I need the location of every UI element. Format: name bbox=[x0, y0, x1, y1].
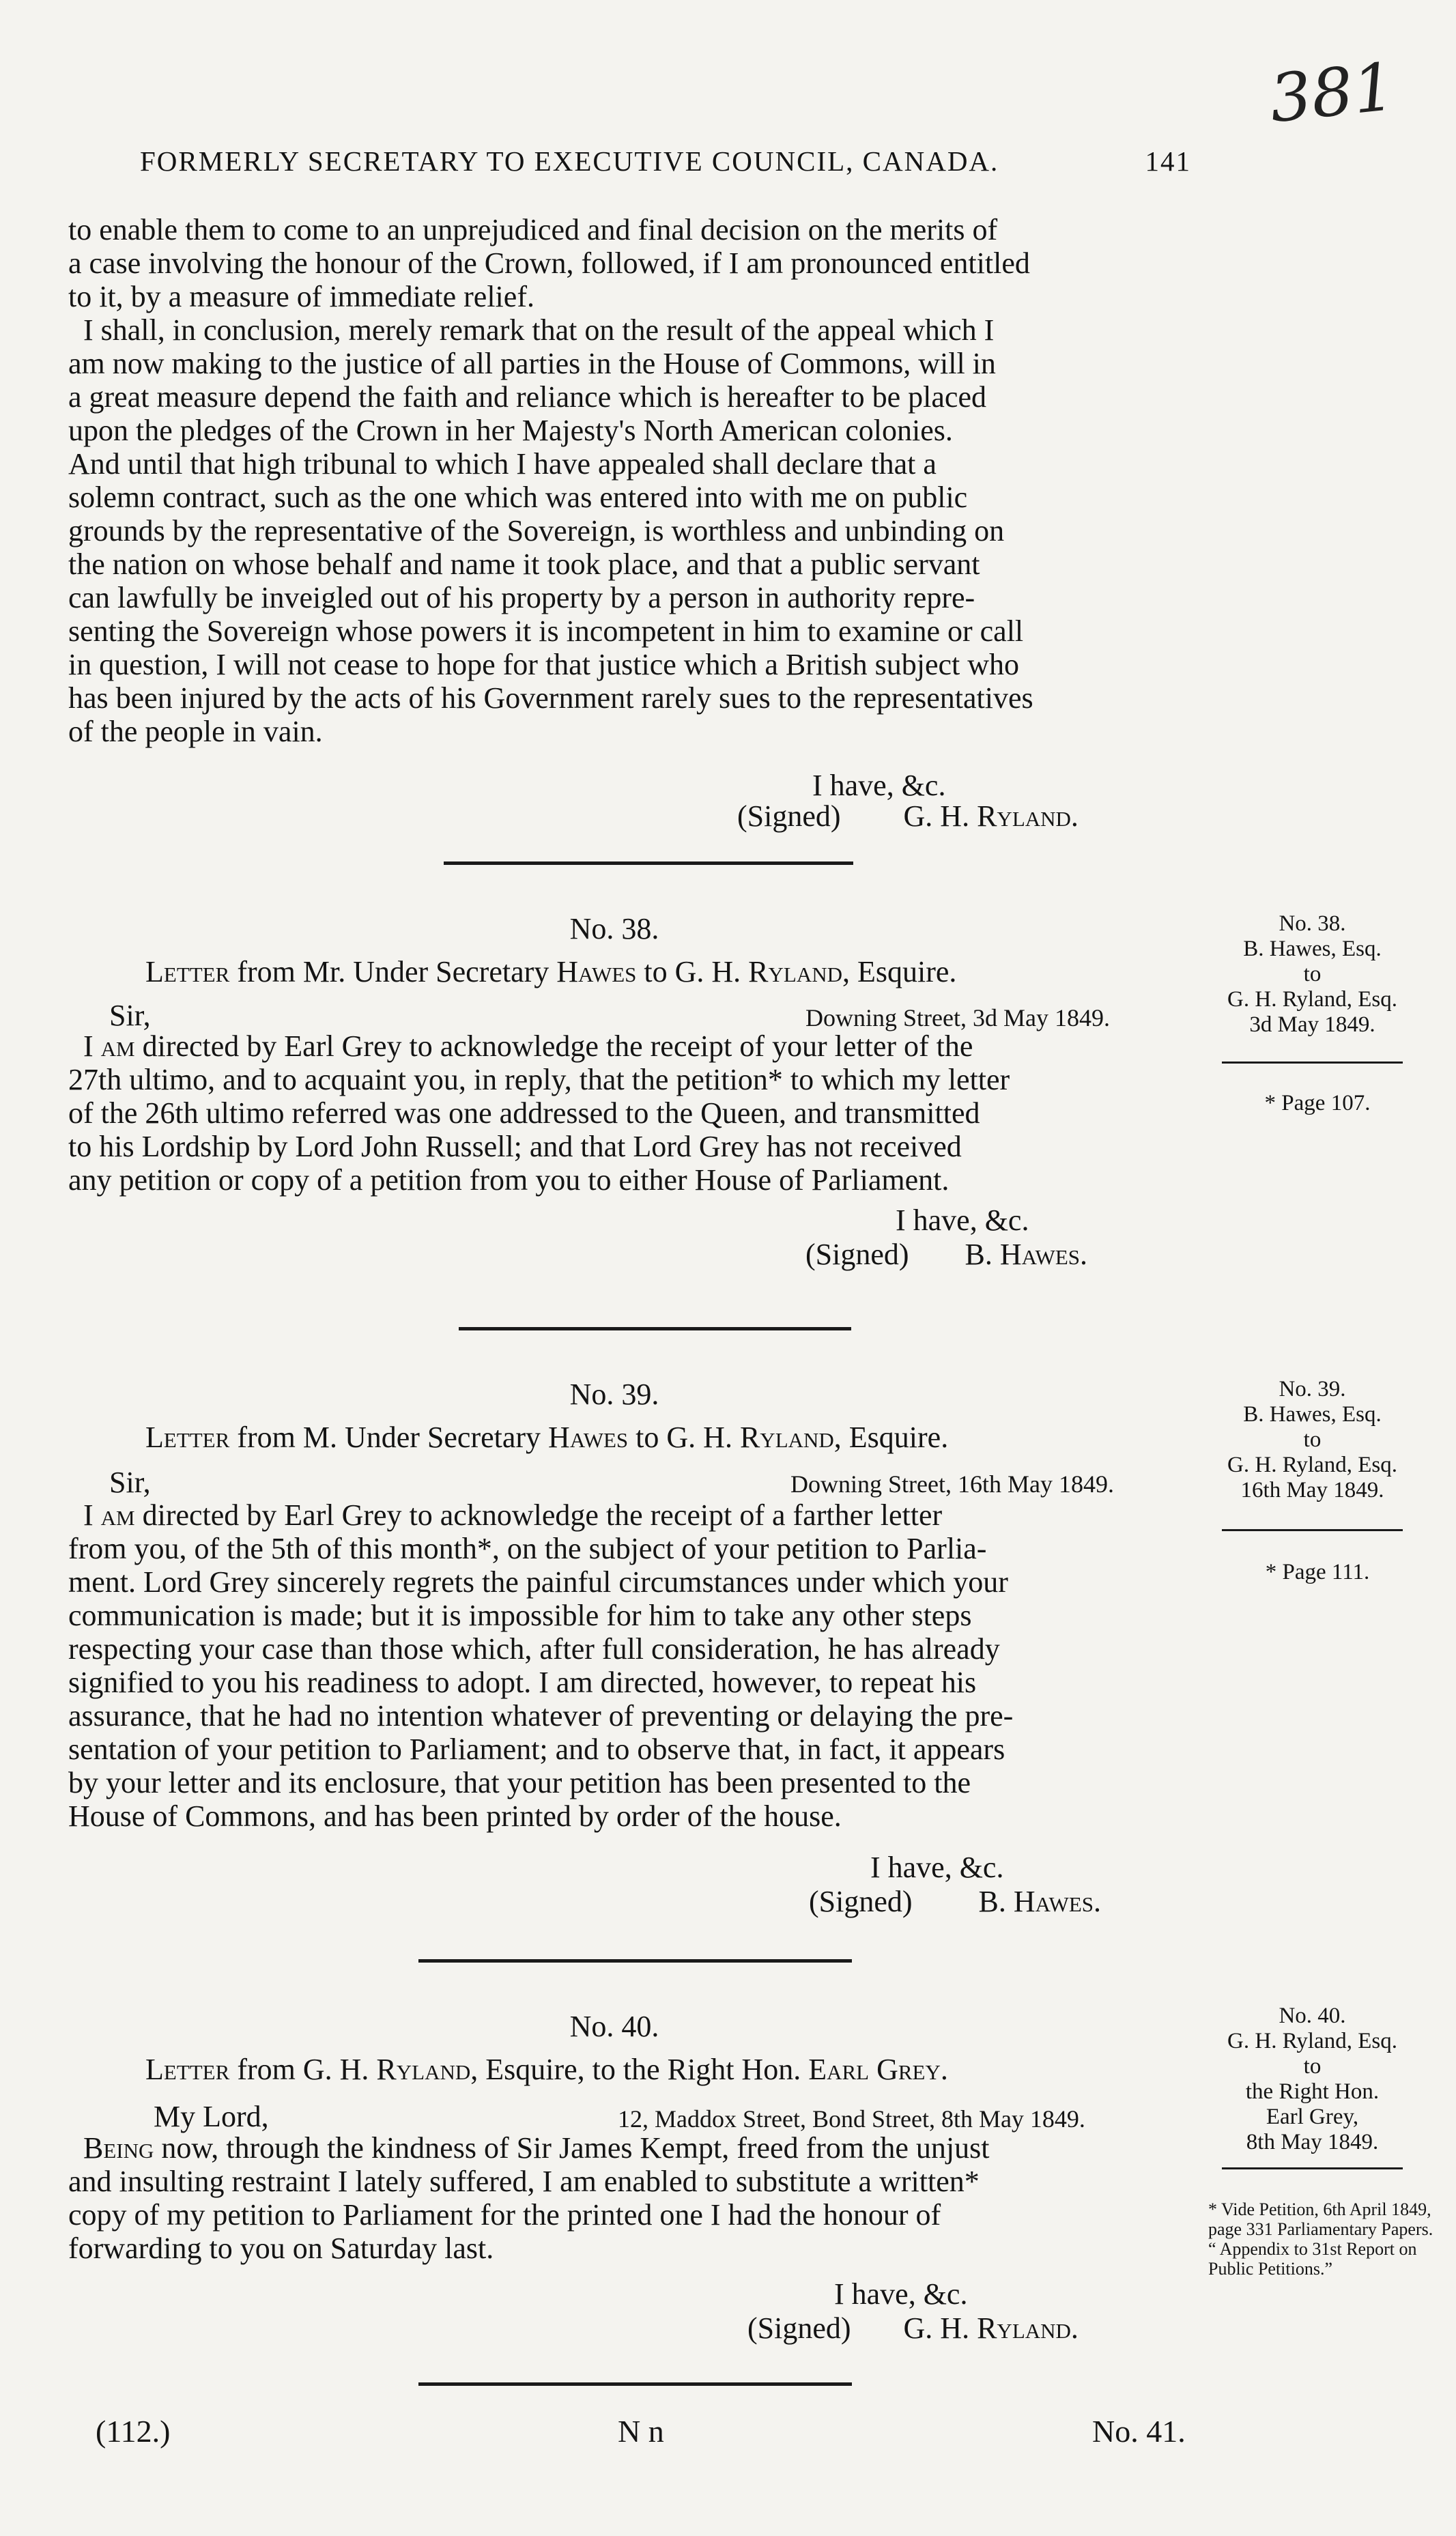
margin-note: No. 38. B. Hawes, Esq. to G. H. Ryland, Esq. 3d May 1849. bbox=[1227, 911, 1397, 1037]
body-line: directed by Earl Grey to acknowledge the receipt of your letter of the bbox=[134, 1029, 973, 1063]
salutation: My Lord, bbox=[154, 2100, 269, 2133]
signed-label: (Signed) bbox=[737, 799, 841, 833]
signature-block: (Signed) G. H. Ryland. bbox=[747, 2311, 1079, 2345]
body-line: to his Lordship by Lord John Russell; and that Lord Grey has not received bbox=[68, 1130, 962, 1163]
conclusion-line: can lawfully be inveigled out of his property by a person in authority repre- bbox=[68, 581, 975, 614]
letter-body bbox=[68, 1029, 1188, 1197]
dateline: 12, Maddox Street, Bond Street, 8th May 1849. bbox=[618, 2105, 1085, 2133]
section-divider bbox=[418, 1959, 852, 1963]
conclusion-line: the nation on whose behalf and name it took place, and that a public servant bbox=[68, 547, 980, 581]
page-number: 141 bbox=[1145, 145, 1191, 177]
conclusion-line: am now making to the justice of all parties in the House of Commons, will in bbox=[68, 347, 996, 380]
closing-line: I have, &c. bbox=[896, 1203, 1029, 1237]
closing-line: I have, &c. bbox=[870, 1851, 1004, 1884]
salutation: Sir, bbox=[109, 1466, 151, 1499]
margin-divider bbox=[1222, 1062, 1403, 1064]
margin-footnote: * Vide Petition, 6th April 1849, page 331 Parliamentary Papers. “ Appendix to 31st Report on Public Petitions.” bbox=[1208, 2199, 1433, 2279]
body-line: assurance, that he had no intention whatever of preventing or delaying the pre- bbox=[68, 1699, 1014, 1733]
margin-note: No. 39. B. Hawes, Esq. to G. H. Ryland, Esq. 16th May 1849. bbox=[1227, 1377, 1397, 1502]
letter-title: Letter from M. Under Secretary Hawes to G. H. Ryland, Esquire. bbox=[145, 1421, 949, 1454]
letter-number: No. 39. bbox=[569, 1378, 659, 1411]
conclusion-line: a great measure depend the faith and reliance which is hereafter to be placed bbox=[68, 380, 986, 414]
letter-body bbox=[68, 1498, 1188, 1833]
letter-body bbox=[68, 2131, 1188, 2265]
opening-line: to it, by a measure of immediate relief. bbox=[68, 280, 534, 313]
salutation: Sir, bbox=[109, 999, 151, 1032]
body-line: respecting your case than those which, after full consideration, he has already bbox=[68, 1632, 1000, 1666]
letter-lead: I am bbox=[83, 1029, 135, 1063]
footer-catchword: No. 41. bbox=[1092, 2414, 1186, 2449]
letter-lead: I am bbox=[83, 1498, 135, 1532]
conclusion-line: And until that high tribunal to which I have appealed shall declare that a bbox=[68, 447, 937, 481]
section-divider bbox=[459, 1327, 851, 1330]
body-line: directed by Earl Grey to acknowledge the receipt of a farther letter bbox=[134, 1498, 943, 1532]
section-divider bbox=[444, 861, 853, 865]
conclusion-line: solemn contract, such as the one which was entered into with me on public bbox=[68, 481, 968, 514]
running-head bbox=[140, 145, 1191, 177]
body-line: forwarding to you on Saturday last. bbox=[68, 2232, 494, 2265]
body-line: communication is made; but it is impossible for him to take any other steps bbox=[68, 1599, 972, 1632]
margin-footnote: * Page 107. bbox=[1264, 1091, 1371, 1115]
conclusion-line: in question, I will not cease to hope for that justice which a British subject who bbox=[68, 648, 1020, 681]
handwritten-folio-number: 381 bbox=[1266, 48, 1399, 138]
conclusion-line: senting the Sovereign whose powers it is incompetent in him to examine or call bbox=[68, 614, 1024, 648]
opening-line: to enable them to come to an unprejudiced and final decision on the merits of bbox=[68, 213, 998, 246]
body-line: now, through the kindness of Sir James Kempt, freed from the unjust bbox=[154, 2131, 990, 2165]
body-line: and insulting restraint I lately suffered, I am enabled to substitute a written* bbox=[68, 2165, 980, 2198]
margin-note: No. 40. G. H. Ryland, Esq. to the Right Hon. Earl Grey, 8th May 1849. bbox=[1227, 2004, 1397, 2154]
margin-divider bbox=[1222, 1529, 1403, 1531]
conclusion-line: upon the pledges of the Crown in her Majesty's North American colonies. bbox=[68, 414, 953, 447]
body-line: of the 26th ultimo referred was one addressed to the Queen, and transmitted bbox=[68, 1096, 980, 1130]
body-line: 27th ultimo, and to acquaint you, in reply, that the petition* to which my letter bbox=[68, 1063, 1010, 1096]
footer-sheet-number: (112.) bbox=[96, 2414, 171, 2449]
letter-title: Letter from G. H. Ryland, Esquire, to the Right Hon. Earl Grey. bbox=[145, 2053, 948, 2086]
conclusion-line: has been injured by the acts of his Government rarely sues to the representatives bbox=[68, 681, 1033, 715]
letter-lead: Being bbox=[83, 2131, 154, 2165]
closing-line: I have, &c. bbox=[834, 2277, 968, 2311]
body-line: from you, of the 5th of this month*, on the subject of your petition to Parlia- bbox=[68, 1532, 987, 1565]
signature-block: (Signed) B. Hawes. bbox=[805, 1238, 1087, 1271]
signature-block bbox=[737, 799, 1079, 834]
letter-number: No. 40. bbox=[569, 2010, 659, 2043]
signatory-name: G. H. Ryland. bbox=[903, 799, 1079, 833]
running-head-title: FORMERLY SECRETARY TO EXECUTIVE COUNCIL, CANADA. bbox=[140, 145, 999, 177]
footer-signature-mark: N n bbox=[618, 2414, 664, 2449]
conclusion-line: I shall, in conclusion, merely remark that on the result of the appeal which I bbox=[83, 313, 995, 347]
dateline: Downing Street, 3d May 1849. bbox=[805, 1004, 1110, 1031]
closing-line: I have, &c. bbox=[812, 769, 946, 802]
opening-paragraphs bbox=[68, 213, 1188, 748]
conclusion-line: of the people in vain. bbox=[68, 715, 323, 748]
body-line: any petition or copy of a petition from you to either House of Parliament. bbox=[68, 1163, 950, 1197]
dateline: Downing Street, 16th May 1849. bbox=[790, 1470, 1114, 1498]
letter-number: No. 38. bbox=[569, 912, 659, 945]
section-divider bbox=[418, 2382, 852, 2386]
margin-footnote: * Page 111. bbox=[1265, 1560, 1370, 1584]
letter-title: Letter from Mr. Under Secretary Hawes to G. H. Ryland, Esquire. bbox=[145, 955, 957, 988]
body-line: ment. Lord Grey sincerely regrets the painful circumstances under which your bbox=[68, 1565, 1008, 1599]
signature-block: (Signed) B. Hawes. bbox=[809, 1885, 1101, 1918]
body-line: copy of my petition to Parliament for the printed one I had the honour of bbox=[68, 2198, 941, 2232]
body-line: by your letter and its enclosure, that your petition has been presented to the bbox=[68, 1766, 971, 1799]
opening-line: a case involving the honour of the Crown, followed, if I am pronounced entitled bbox=[68, 246, 1030, 280]
body-line: signified to you his readiness to adopt. I am directed, however, to repeat his bbox=[68, 1666, 977, 1699]
margin-divider bbox=[1222, 2167, 1403, 2169]
conclusion-line: grounds by the representative of the Sovereign, is worthless and unbinding on bbox=[68, 514, 1005, 547]
body-line: House of Commons, and has been printed by order of the house. bbox=[68, 1799, 842, 1833]
body-line: sentation of your petition to Parliament; and to observe that, in fact, it appears bbox=[68, 1733, 1005, 1766]
